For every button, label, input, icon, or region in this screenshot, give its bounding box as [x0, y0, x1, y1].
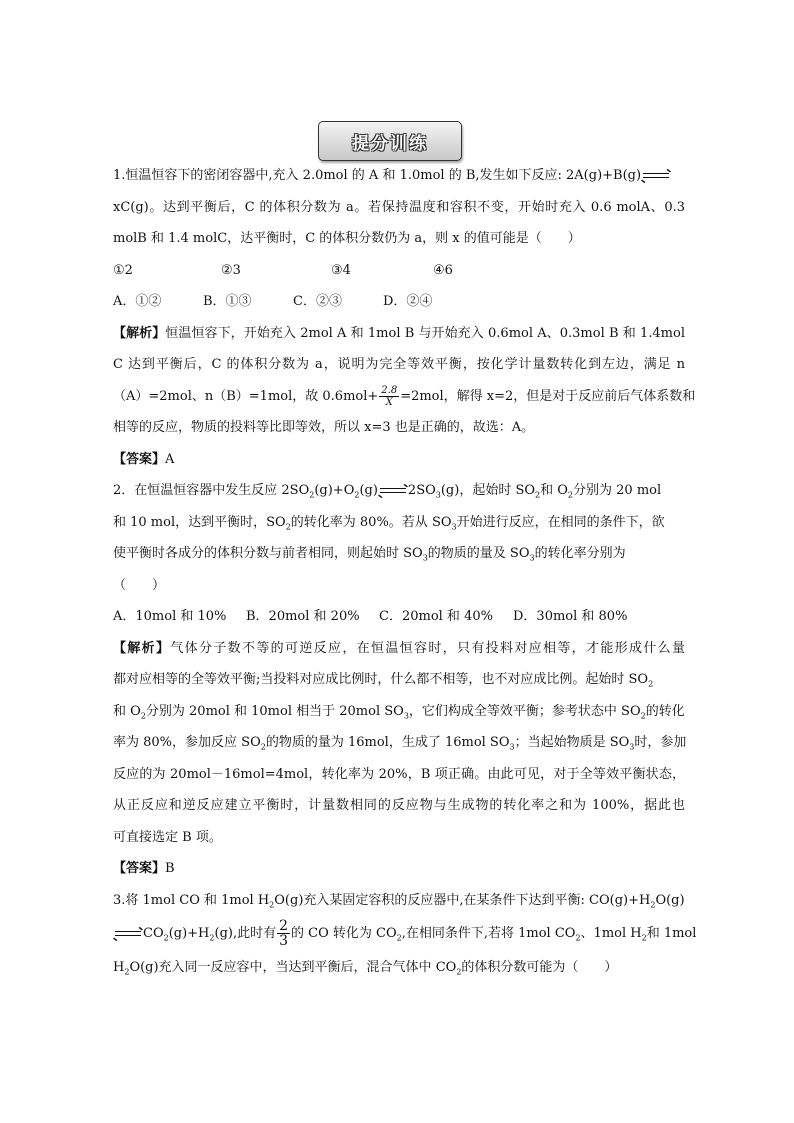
q2-option: A．10mol 和 10% [113, 609, 227, 624]
q1-line3: molB 和 1.4 molC，达平衡时，C 的体积分数仍为 a，则 x 的值可能是（ ） [113, 231, 581, 246]
equilibrium-arrow-icon [115, 929, 141, 939]
q1-option: B．①③ [203, 294, 252, 309]
q2-option: D．30mol 和 80% [513, 609, 628, 624]
q1-answer: 【答案】A [113, 451, 175, 467]
equilibrium-arrow-icon [643, 171, 669, 181]
q1-analysis-line1: 【解析】恒温恒容下，开始充入 2mol A 和 1mol B 与开始充入 0.6mol A、0.3mol B 和 1.4mol [113, 325, 685, 341]
q2-line3: 使平衡时各成分的体积分数与前者相同，则起始时 $SO_3$的物质的量及 $SO_3$的转化率分别为 [113, 546, 626, 563]
q2-line4: （ ） [113, 577, 166, 593]
q2-analysis-line6: 从正反应和逆反应建立平衡时，计量数相同的反应物与生成物的转化率之和为 100%，据此也 [113, 798, 685, 813]
q3-line2: $CO_2(g)+H_2(g)$,此时有 $\frac{2}{3}$ 的 CO 转化为 $CO_2$,在相同条件下,若将 1mol $CO_2$、1mol $H_2$和 1mol [113, 916, 685, 952]
q1-choice: ③4 [331, 262, 351, 278]
q1-choice: ④6 [433, 262, 453, 278]
q1-option: A．①② [113, 294, 162, 309]
analysis-label: 【解析】 [113, 325, 166, 341]
q1-line1: 1.恒温恒容下的密闭容器中,充入 2.0mol 的 A 和 1.0mol 的 B,发生如下反应: 2A(g)+B(g) [113, 160, 685, 192]
q3-line3: $H_2O(g)$充入同一反应容中，当达到平衡后，混合气体中 $CO_2$的体积分数可能为（ ） [113, 960, 618, 977]
fraction: $\frac{2.8}{X}$ [381, 384, 398, 408]
q2-line2: 和 10 mol，达到平衡时，$SO_2$的转化率为 80%。若从 $SO_3$开始进行反应，在相同的条件下，欲 [113, 514, 665, 532]
q1-analysis-line4: 相等的反应，物质的投料等比即等效，所以 x=3 也是正确的，故选：A。 [113, 420, 535, 435]
answer-label: 【答案】 [113, 861, 166, 876]
q2-answer: 【答案】B [113, 861, 175, 876]
q2-analysis-line7: 可直接选定 B 项。 [113, 829, 222, 845]
content-body [113, 160, 697, 984]
q1-line2: xC(g)。达到平衡后，C 的体积分数为 a。若保持温度和容积不变，开始时充入 0.6 molA、0.3 [113, 199, 685, 215]
q2-analysis-line1: 【解析】气体分子数不等的可逆反应，在恒温恒容时，只有投料对应相等，才能形成什么量 [113, 640, 685, 656]
fraction: $\frac{2}{3}$ [279, 918, 289, 949]
q1-choices [113, 255, 685, 287]
q2-analysis-line4: 率为 80%，参加反应 $SO_2$的物质的量为 16mol，生成了 16mol $SO_3$；当起始物质是 $SO_3$时，参加 [113, 735, 687, 752]
q2-option: B．20mol 和 20% [246, 609, 360, 624]
q2-analysis-line3: 和 $O_2$分别为 20mol 和 10mol 相当于 20mol $SO_3$，它们构成全等效平衡；参考状态中 $SO_2$的转化 [113, 703, 685, 721]
q2-option: C．20mol 和 40% [379, 609, 493, 624]
q3-line1: 3.将 1mol CO 和 1mol $H_2O(g)$充入某固定容积的反应器中,在某条件下达到平衡: $CO(g)+H_2O(g)$ [113, 892, 685, 910]
q2-analysis-line5: 反应的为 20mol－16mol=4mol，转化率为 20%，B 项正确。由此可见，对于全等效平衡状态， [113, 766, 685, 782]
q1-option: C．②③ [293, 294, 342, 309]
answer-label: 【答案】 [113, 451, 166, 467]
q2-line1: 2．在恒温恒容器中发生反应 $2SO_2(g)+O_2(g)$ $2SO_3(g)$，起始时 $SO_2$和 $O_2$分别为 20 mol [113, 483, 662, 500]
q2-options [113, 601, 685, 633]
q1-choice: ①2 [113, 262, 133, 278]
analysis-label: 【解析】 [113, 640, 171, 656]
equilibrium-arrow-icon [380, 486, 406, 496]
q1-analysis-line3: （A）=2mol、n（B）=1mol，故 0.6mol+ $\frac{2.8}{X}$ =2mol，解得 x=2，但是对于反应前后气体系数和 [113, 384, 696, 408]
q1-options [113, 286, 685, 318]
q1-choice: ②3 [221, 262, 241, 278]
section-title: 提分训练 [318, 121, 462, 161]
q1-analysis-line2: C 达到平衡后，C 的体积分数为 a，说明为完全等效平衡，按化学计量数转化到左边，满足 n [113, 357, 685, 372]
q2-analysis-line2: 都对应相等的全等效平衡;当投料对应成比例时，什么都不相等，也不对应成比例。起始时 $SO_2$ [113, 672, 654, 689]
q1-option: D．②④ [383, 294, 433, 309]
